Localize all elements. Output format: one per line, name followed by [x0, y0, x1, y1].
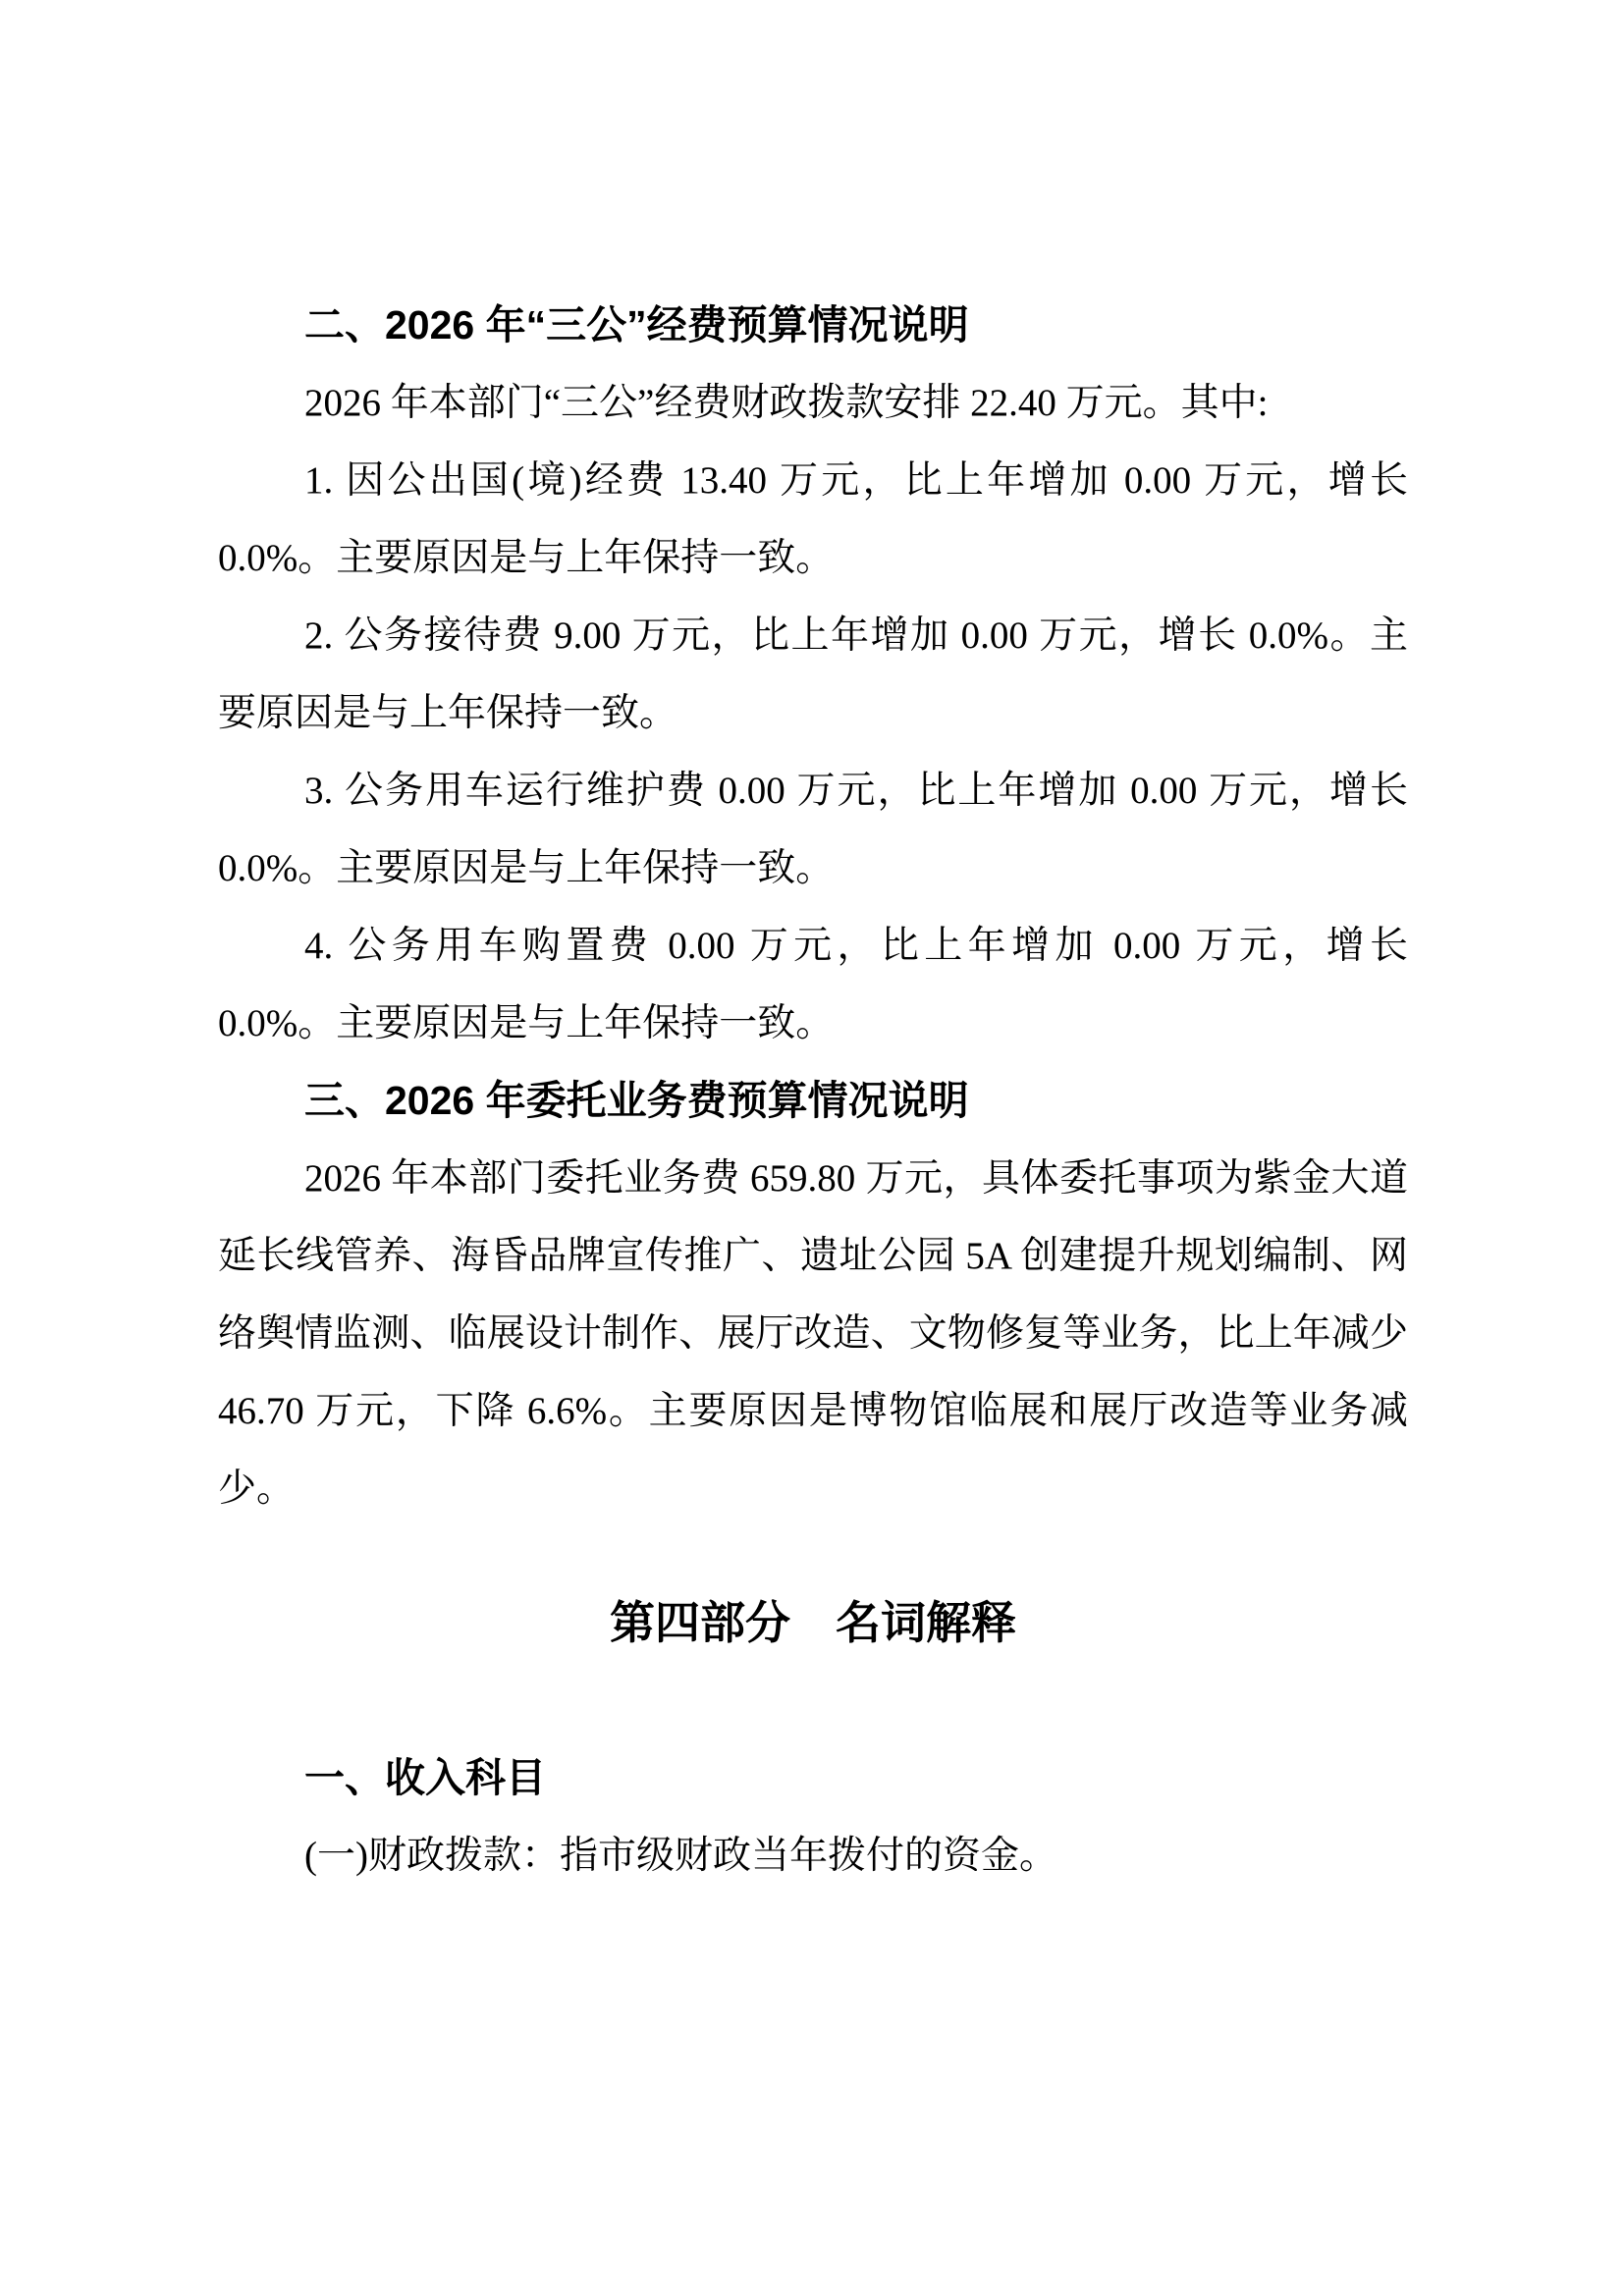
part-four-title: 第四部分 名词解释 [610, 1598, 1016, 1648]
paragraph-three-public-intro: 2026 年本部门“三公”经费财政拨款安排 22.40 万元。其中: [304, 382, 1269, 424]
section-heading-entrusted-services: 三、2026 年委托业务费预算情况说明 [304, 1078, 969, 1123]
paragraph-entrusted-services-body: 2026 年本部门委托业务费 659.80 万元，具体委托事项为紫金大道延长线管养、海昏品牌宣传推广、遗址公园 5A 创建提升规划编制、网络舆情监测、临展设计制作、展厅改造、文物修复等业务，比上年减少 46.70 万元，下降 6.6%。主要原因是博物馆临展和展厅改造等业务减少。 [218, 1157, 1408, 1510]
paragraph-item-abroad-expense: 1. 因公出国(境)经费 13.40 万元，比上年增加 0.00 万元，增长 0.0%。主要原因是与上年保持一致。 [218, 459, 1408, 579]
paragraph-item-vehicle-purchase: 4. 公务用车购置费 0.00 万元，比上年增加 0.00 万元，增长 0.0%。主要原因是与上年保持一致。 [218, 925, 1408, 1044]
paragraph-income-fiscal-appropriation: (一)财政拨款：指市级财政当年拨付的资金。 [304, 1835, 1057, 1877]
section-heading-three-public-funds: 二、2026 年“三公”经费预算情况说明 [304, 302, 969, 347]
section-heading-income-subjects: 一、收入科目 [304, 1755, 546, 1800]
paragraph-item-official-reception: 2. 公务接待费 9.00 万元，比上年增加 0.00 万元，增长 0.0%。主要原因是与上年保持一致。 [218, 614, 1408, 734]
paragraph-item-vehicle-maintenance: 3. 公务用车运行维护费 0.00 万元，比上年增加 0.00 万元，增长 0.0%。主要原因是与上年保持一致。 [218, 770, 1408, 889]
